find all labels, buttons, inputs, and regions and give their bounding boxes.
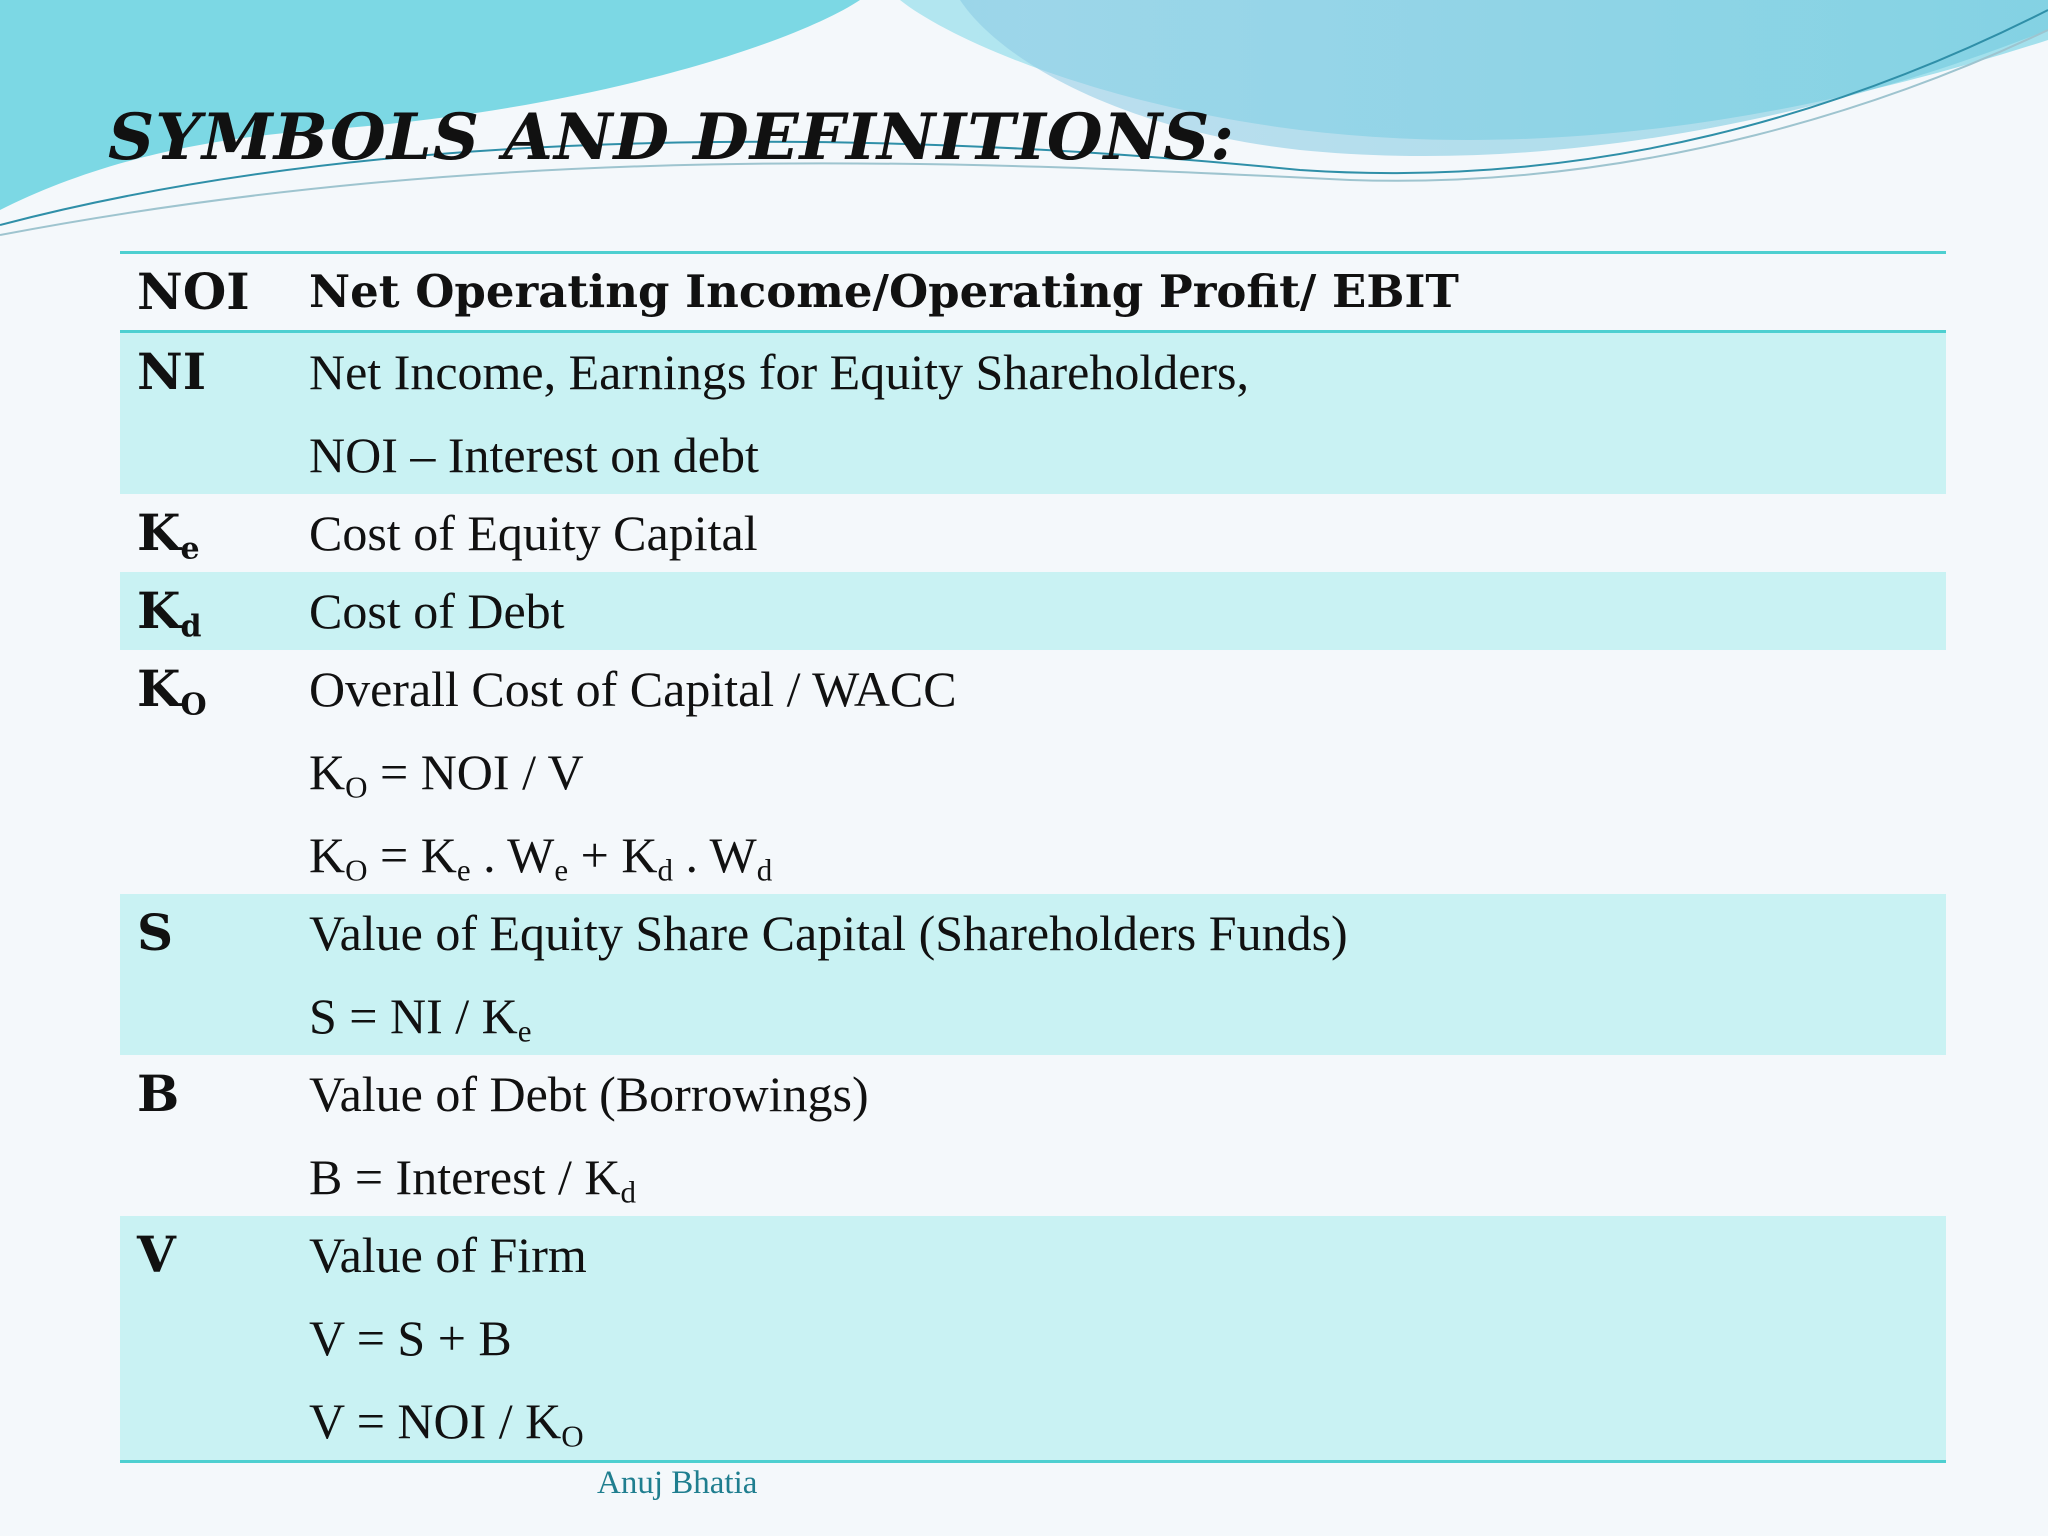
- definition-cell: [309, 333, 1946, 494]
- definition-line: V = S + B: [309, 1310, 512, 1366]
- symbol-cell: [120, 494, 309, 572]
- symbol-cell: B: [137, 1064, 180, 1123]
- definition-line: Cost of Debt: [309, 583, 565, 639]
- symbol-cell: NI: [137, 342, 207, 401]
- definition-line: NOI – Interest on debt: [309, 427, 759, 483]
- symbol-subscript: O: [180, 687, 207, 723]
- symbol-subscript: e: [180, 531, 200, 567]
- table-row: [120, 1216, 1946, 1460]
- definition-line: Value of Equity Share Capital (Shareholders Funds): [309, 905, 1348, 961]
- table-row: [120, 333, 1946, 494]
- table-row: [120, 494, 1946, 572]
- definition-line: Value of Debt (Borrowings): [309, 1066, 869, 1122]
- symbol-base: K: [137, 581, 181, 640]
- table-row: [120, 894, 1946, 1055]
- formula-ko-noi-v: $K_O$ = NOI / V: [309, 744, 584, 805]
- symbol-cell: S: [137, 903, 174, 962]
- definition-cell: [309, 572, 1946, 650]
- table-row: [120, 254, 1946, 333]
- definition-line: Cost of Equity Capital: [309, 505, 758, 561]
- table-row: [120, 650, 1946, 894]
- definition-cell: [309, 1055, 1946, 1216]
- author-footer: Anuj Bhatia: [597, 1465, 758, 1501]
- symbol-cell: V: [137, 1225, 176, 1284]
- slide-title: SYMBOLS AND DEFINITIONS:: [108, 100, 1235, 175]
- formula-ko-wacc: $K_O = K_e$ . $W_e + K_d$ . $W_d$: [309, 827, 773, 888]
- symbol-cell: [120, 650, 309, 894]
- definition-cell: [309, 494, 1946, 572]
- definition-line: Overall Cost of Capital / WACC: [309, 661, 957, 717]
- symbol-cell: [120, 572, 309, 650]
- definition-line: Net Operating Income/Operating Profit/ EBIT: [309, 265, 1459, 318]
- definitions-table: [120, 251, 1946, 1463]
- definition-line: Net Income, Earnings for Equity Shareholders,: [309, 344, 1250, 400]
- symbol-base: K: [137, 659, 181, 718]
- definition-cell: [309, 1216, 1946, 1460]
- definition-cell: [309, 894, 1946, 1055]
- definition-line: Value of Firm: [309, 1227, 587, 1283]
- formula-v: V = NOI / $K_O$: [309, 1393, 584, 1454]
- symbol-cell: NOI: [137, 262, 250, 321]
- formula-s: S = NI / $K_e$: [309, 988, 532, 1049]
- formula-b: B = Interest / $K_d$: [309, 1149, 636, 1210]
- symbol-subscript: d: [180, 609, 202, 645]
- symbol-base: K: [137, 503, 181, 562]
- definition-cell: [309, 254, 1946, 330]
- definition-cell: [309, 650, 1946, 894]
- table-row: [120, 572, 1946, 650]
- table-row: [120, 1055, 1946, 1216]
